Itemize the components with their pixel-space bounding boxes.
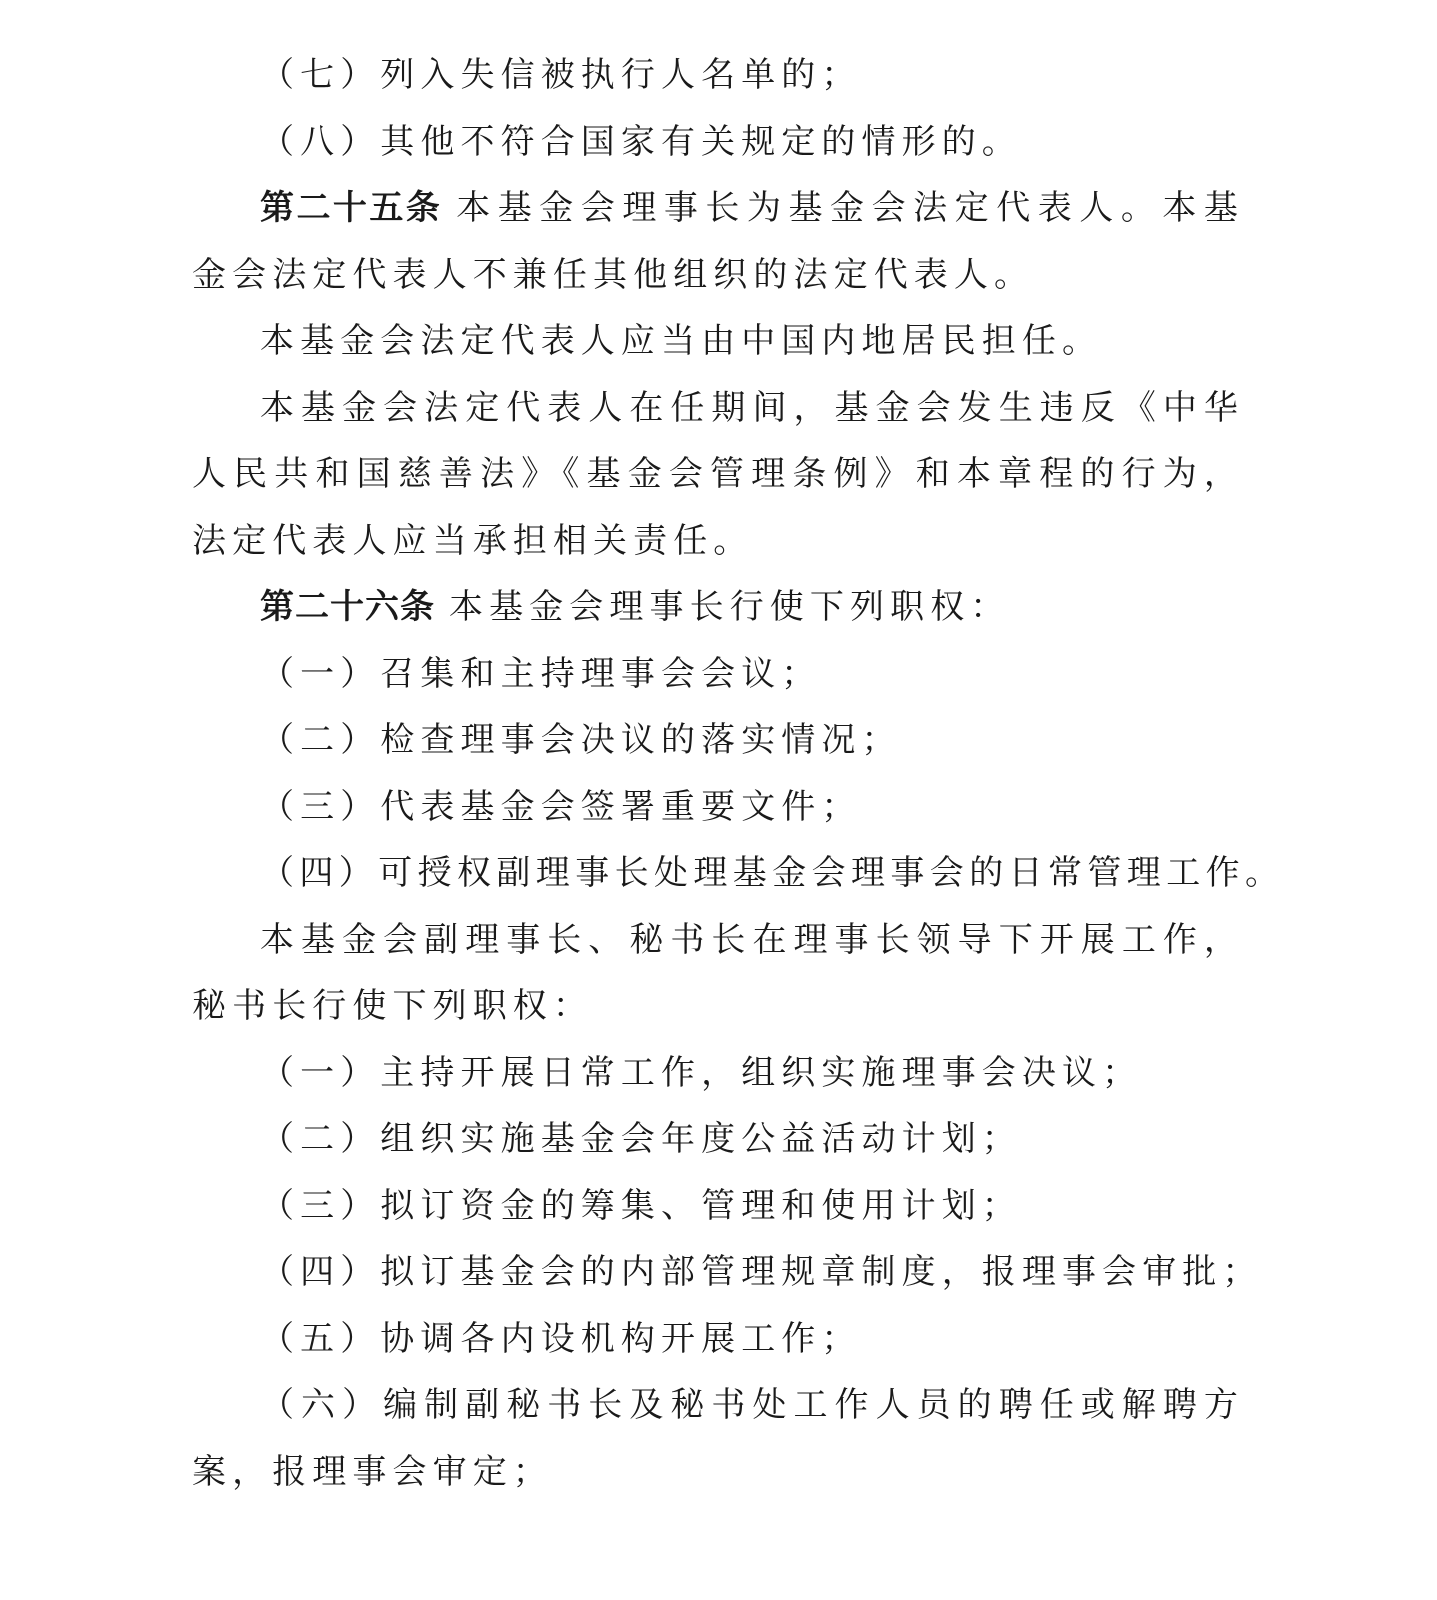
- list-item: （一）主持开展日常工作，组织实施理事会决议；: [260, 1052, 1143, 1093]
- article-number: 第二十六条: [260, 587, 435, 627]
- list-item: （六）编制副秘书长及秘书处工作人员的聘任或解聘方案，报理事会审定；: [192, 1385, 1244, 1492]
- paragraph: 本基金会法定代表人应当由中国内地居民担任。: [260, 321, 1103, 361]
- article-26-paragraph: [192, 574, 1244, 641]
- list-item: （二）检查理事会决议的落实情况；: [260, 720, 902, 760]
- list-item: （八）其他不符合国家有关规定的情形的。: [260, 121, 1022, 162]
- article-25-paragraph: [192, 175, 1244, 308]
- article-number: 第二十五条: [260, 188, 443, 228]
- list-item: （四）可授权副理事长处理基金会理事会的日常管理工作。: [260, 853, 1285, 893]
- list-item: （五）协调各内设机构开展工作；: [260, 1318, 862, 1359]
- list-item: （四）拟订基金会的内部管理规章制度，报理事会审批；: [260, 1252, 1263, 1292]
- list-item: （二）组织实施基金会年度公益活动计划；: [260, 1119, 1022, 1159]
- article-text: 本基金会理事长为基金会法定代表人。本基金会法定代表人不兼任其他组织的法定代表人。: [192, 188, 1245, 295]
- article-text: 本基金会理事长行使下列职权：: [449, 587, 1011, 627]
- list-item: （三）代表基金会签署重要文件；: [260, 786, 862, 827]
- list-item: （七）列入失信被执行人名单的；: [260, 55, 862, 95]
- list-item: （三）拟订资金的筹集、管理和使用计划；: [260, 1185, 1022, 1226]
- list-item: （一）召集和主持理事会会议；: [260, 653, 822, 694]
- document-page: [192, 42, 1285, 1505]
- paragraph: 本基金会法定代表人在任期间，基金会发生违反《中华人民共和国慈善法》《基金会管理条例》和本章程的行为，法定代表人应当承担相关责任。: [192, 387, 1244, 561]
- paragraph: 本基金会副理事长、秘书长在理事长领导下开展工作，秘书长行使下列职权：: [192, 919, 1244, 1026]
